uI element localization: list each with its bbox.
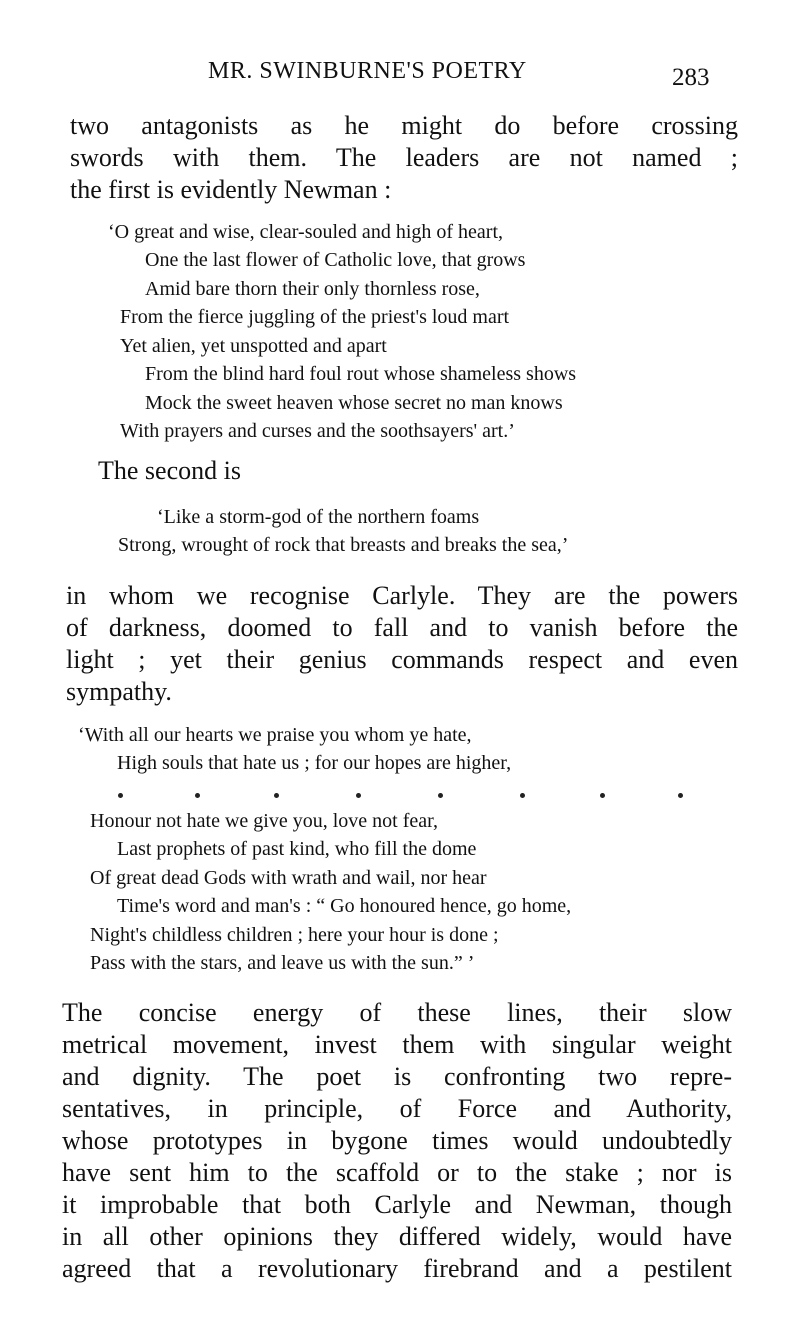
ellipsis-dot (356, 793, 361, 798)
text-line: and dignity. The poet is confronting two repre- (62, 1062, 732, 1091)
text-line: sympathy. (66, 677, 172, 706)
text-line: swords with them. The leaders are not named ; (70, 143, 738, 172)
verse-line: ‘O great and wise, clear-souled and high of heart, (108, 221, 503, 243)
ellipsis-dot (274, 793, 279, 798)
verse-line: From the fierce juggling of the priest's loud mart (120, 306, 510, 328)
verse-line: Night's childless children ; here your hour is done ; (90, 924, 499, 946)
verse-line: Time's word and man's : “ Go honoured hence, go home, (117, 895, 572, 917)
verse-line: High souls that hate us ; for our hopes are higher, (117, 752, 512, 774)
verse-line: ‘Like a storm-god of the northern foams (157, 506, 480, 528)
verse-line: Strong, wrought of rock that breasts and breaks the sea,’ (118, 534, 569, 556)
verse-line: Yet alien, yet unspotted and apart (120, 335, 387, 357)
verse-line: Of great dead Gods with wrath and wail, nor hear (90, 867, 487, 889)
verse-line: One the last flower of Catholic love, that grows (145, 249, 526, 271)
page-number: 283 (672, 64, 710, 91)
text-line: it improbable that both Carlyle and Newman, though (62, 1190, 732, 1219)
text-line: whose prototypes in bygone times would undoubtedly (62, 1126, 732, 1155)
verse-line: ‘With all our hearts we praise you whom ye hate, (78, 724, 472, 746)
verse-line: Pass with the stars, and leave us with the sun.” ’ (90, 952, 475, 974)
ellipsis-dot (520, 793, 525, 798)
text-line: agreed that a revolutionary firebrand and a pestilent (62, 1254, 732, 1283)
running-head (0, 58, 800, 92)
second-intro: The second is (98, 456, 241, 485)
text-line: The concise energy of these lines, their slow (62, 998, 732, 1027)
verse-line: From the blind hard foul rout whose shameless shows (145, 363, 577, 385)
text-line: in all other opinions they differed widely, would have (62, 1222, 732, 1251)
text-line: sentatives, in principle, of Force and Authority, (62, 1094, 732, 1123)
ellipsis-dot (600, 793, 605, 798)
text-line: in whom we recognise Carlyle. They are the powers (66, 581, 738, 610)
verse-line: Mock the sweet heaven whose secret no man knows (145, 392, 563, 414)
running-title: MR. SWINBURNE'S POETRY (208, 58, 527, 84)
ellipsis-dots (118, 788, 688, 802)
verse-line: With prayers and curses and the soothsayers' art.’ (120, 420, 515, 442)
ellipsis-dot (678, 793, 683, 798)
text-line: the first is evidently Newman : (70, 175, 392, 204)
text-line: of darkness, doomed to fall and to vanish before the (66, 613, 738, 642)
ellipsis-dot (118, 793, 123, 798)
verse-line: Last prophets of past kind, who fill the dome (117, 838, 477, 860)
ellipsis-dot (438, 793, 443, 798)
verse-line: Amid bare thorn their only thornless rose, (145, 278, 480, 300)
text-line: have sent him to the scaffold or to the stake ; nor is (62, 1158, 732, 1187)
ellipsis-dot (195, 793, 200, 798)
text-line: light ; yet their genius commands respect and even (66, 645, 738, 674)
verse-line: Honour not hate we give you, love not fear, (90, 810, 438, 832)
text-line: metrical movement, invest them with singular weight (62, 1030, 732, 1059)
text-line: two antagonists as he might do before crossing (70, 111, 738, 140)
